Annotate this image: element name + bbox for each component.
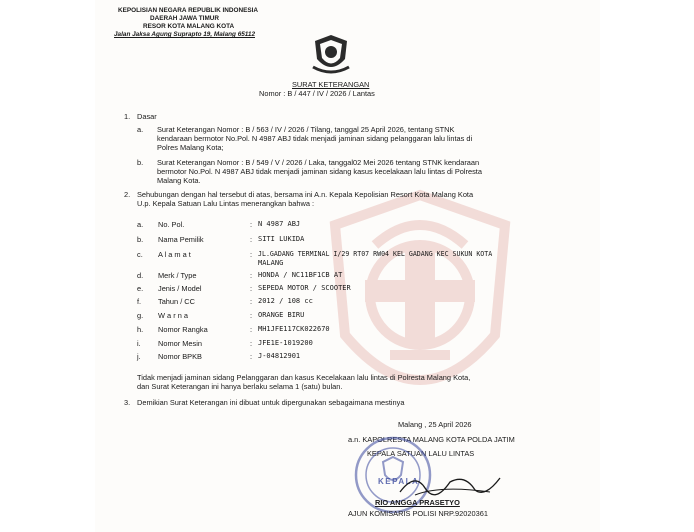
detail-colon: : [250, 311, 253, 320]
detail-label: Nama Pemilik [158, 235, 204, 244]
detail-letter: c. [137, 250, 143, 259]
section-2-number: 2. [124, 190, 131, 199]
section-1b-letter: b. [137, 158, 144, 167]
detail-letter: f. [137, 297, 142, 306]
section-3-number: 3. [124, 398, 131, 407]
section-1b-line1: Surat Keterangan Nomor : B / 549 / V / 2026 / Laka, tanggal02 Mei 2026 tentang STNK kendaraan [157, 158, 480, 167]
section-1a-line2: kendaraan bermotor No.Pol. N 4987 ABJ tidak menjadi jaminan sidang pelanggaran lalu lintas di [157, 134, 473, 143]
detail-value: SEPEDA MOTOR / SCOOTER [258, 284, 351, 292]
detail-letter: b. [137, 235, 144, 244]
detail-letter: g. [137, 311, 144, 320]
section-2-closing-line2: dan Surat Keterangan ini hanya berlaku selama 1 (satu) bulan. [137, 382, 343, 391]
detail-colon: : [250, 235, 253, 244]
header-address: Jalan Jaksa Agung Suprapto 19, Malang 65112 [114, 31, 255, 38]
detail-value: J-04812901 [258, 352, 301, 360]
detail-colon: : [250, 284, 253, 293]
section-1b-line3: Malang Kota. [157, 176, 201, 185]
detail-label: Jenis / Model [158, 284, 202, 293]
signature-on-behalf: a.n. KAPOLRESTA MALANG KOTA POLDA JATIM [348, 435, 515, 444]
detail-value: HONDA / NC11BF1CB AT [258, 271, 343, 279]
detail-colon: : [250, 271, 253, 280]
signatory-rank: AJUN KOMISARIS POLISI NRP.92020361 [348, 509, 488, 518]
detail-value: 2012 / 108 cc [258, 297, 313, 305]
section-1-number: 1. [124, 112, 131, 121]
detail-letter: i. [137, 339, 141, 348]
detail-label: Tahun / CC [158, 297, 195, 306]
detail-value: ORANGE BIRU [258, 311, 305, 319]
detail-label: Nomor Mesin [158, 339, 202, 348]
header-region: DAERAH JAWA TIMUR [150, 15, 219, 22]
section-2-closing-line1: Tidak menjadi jaminan sidang Pelanggaran dan kasus Kecelakaan lalu lintas di Polresta Malang Kota, [137, 373, 471, 382]
detail-value: N 4987 ABJ [258, 220, 301, 228]
detail-value-continued: MALANG [258, 259, 284, 267]
detail-colon: : [250, 339, 253, 348]
document-title: SURAT KETERANGAN [292, 80, 370, 89]
detail-value: JL.GADANG TERMINAL I/29 RT07 RW04 KEL GADANG KEC SUKUN KOTA [258, 250, 493, 258]
detail-label: Nomor Rangka [158, 325, 208, 334]
police-emblem-icon [309, 33, 353, 77]
detail-value: MH1JFE117CK022670 [258, 325, 330, 333]
detail-value: SITI LUKIDA [258, 235, 305, 243]
detail-letter: e. [137, 284, 144, 293]
document-number: Nomor : B / 447 / IV / 2026 / Lantas [259, 89, 375, 98]
section-1b-line2: bermotor No.Pol. N 4987 ABJ tidak menjadi jaminan sidang kasus kecelakaan lalu lintas di Polresta [157, 167, 482, 176]
section-1a-line1: Surat Keterangan Nomor : B / 563 / IV / 2026 / Tilang, tanggal 25 April 2026, tentang STNK [157, 125, 455, 134]
signature-place-date: Malang , 25 April 2026 [398, 420, 472, 429]
section-1-label: Dasar [137, 112, 157, 121]
detail-label: No. Pol. [158, 220, 185, 229]
detail-colon: : [250, 325, 253, 334]
signature-position: KEPALA SATUAN LALU LINTAS [367, 449, 475, 458]
section-2-line1: Sehubungan dengan hal tersebut di atas, bersama ini A.n. Kepala Kepolisian Resort Kota Malang Kota [137, 190, 474, 199]
detail-colon: : [250, 250, 253, 259]
header-resort: RESOR KOTA MALANG KOTA [143, 23, 235, 30]
header-institution: KEPOLISIAN NEGARA REPUBLIK INDONESIA [118, 7, 259, 14]
detail-colon: : [250, 297, 253, 306]
detail-letter: j. [137, 352, 141, 361]
signatory-name: RIO ANGGA PRASETYO [375, 498, 460, 507]
detail-value: JFE1E-1019200 [258, 339, 313, 347]
section-2-line2: U.p. Kepala Satuan Lalu Lintas menerangkan bahwa : [137, 199, 315, 208]
detail-label: A l a m a t [158, 250, 191, 259]
stamp-label: KEPALA [378, 477, 420, 486]
detail-colon: : [250, 352, 253, 361]
detail-letter: d. [137, 271, 144, 280]
section-1a-line3: Polres Malang Kota; [157, 143, 224, 152]
section-1a-letter: a. [137, 125, 144, 134]
detail-label: W a r n a [158, 311, 188, 320]
detail-label: Merk / Type [158, 271, 197, 280]
detail-label: Nomor BPKB [158, 352, 202, 361]
handwritten-signature [395, 470, 505, 500]
detail-letter: a. [137, 220, 144, 229]
detail-colon: : [250, 220, 253, 229]
section-3-text: Demikian Surat Keterangan ini dibuat untuk dipergunakan sebagaimana mestinya [137, 398, 405, 407]
detail-letter: h. [137, 325, 144, 334]
